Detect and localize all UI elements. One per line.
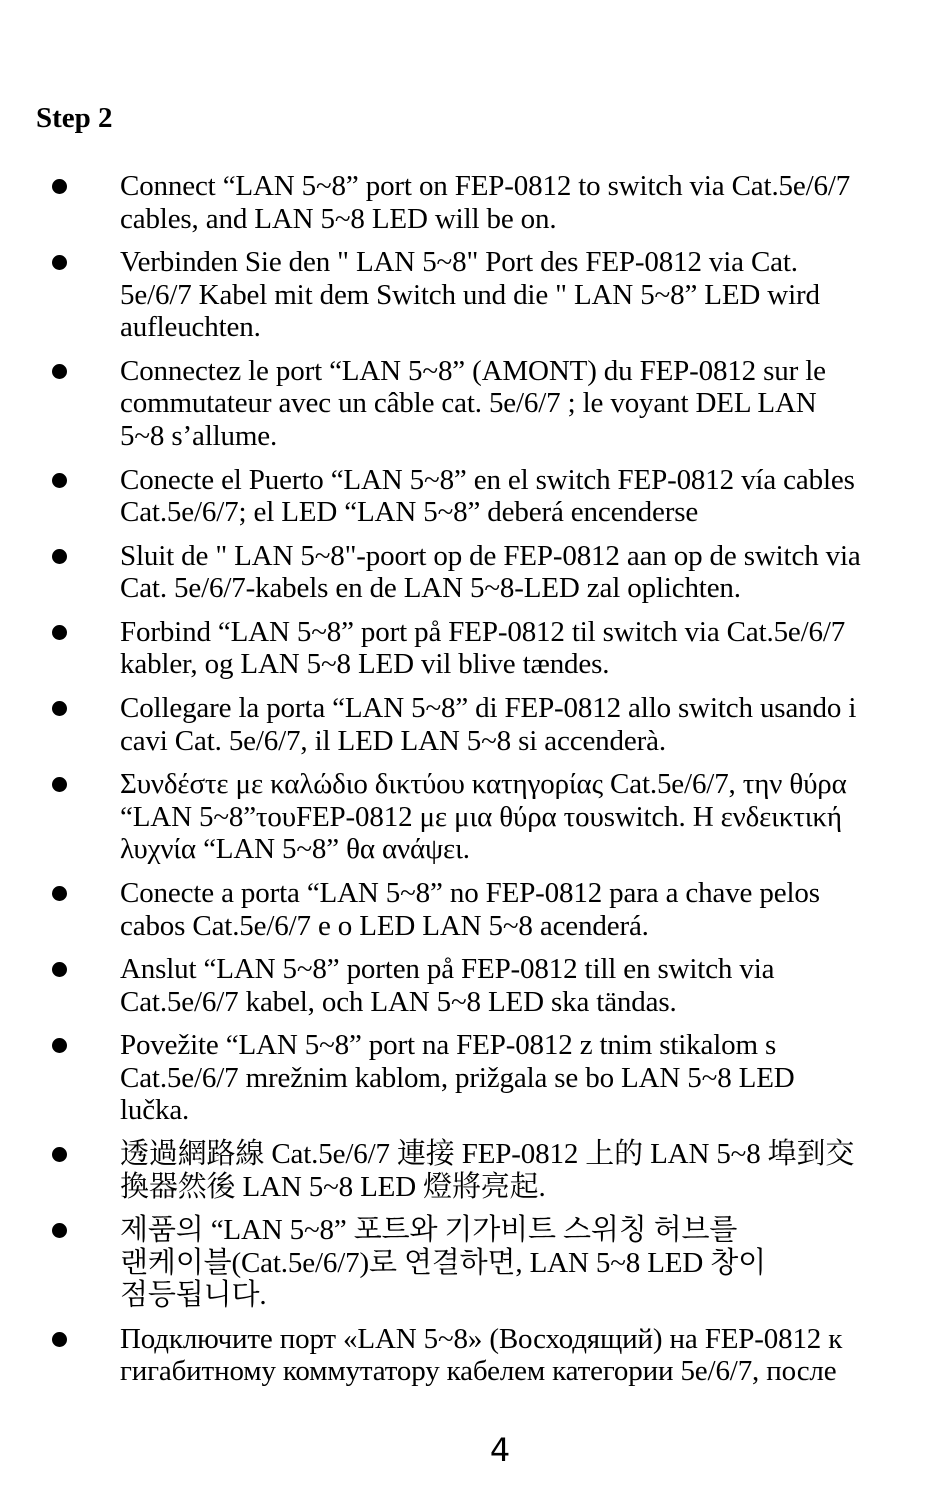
instruction-fr: Connectez le port “LAN 5~8” (AMONT) du FEP-0812 sur le commutateur avec un câble cat. 5e/6/7 ; le voyant DEL LAN 5~8 s’allume. (120, 354, 826, 452)
list-item (0, 953, 950, 1018)
instruction-sv: Anslut “LAN 5~8” porten på FEP-0812 till en switch via Cat.5e/6/7 kabel, och LAN 5~8 LED ska tändas. (120, 953, 775, 1018)
instruction-list (0, 170, 950, 1399)
list-item (0, 1138, 950, 1203)
list-item (0, 768, 950, 866)
bullet-icon (52, 701, 67, 716)
bullet-icon (52, 1038, 67, 1053)
instruction-da: Forbind “LAN 5~8” port på FEP-0812 til switch via Cat.5e/6/7 kabler, og LAN 5~8 LED vil blive tændes. (120, 615, 846, 681)
bullet-icon (52, 1223, 67, 1238)
instruction-sl: Povežite “LAN 5~8” port na FEP-0812 z tnim stikalom s Cat.5e/6/7 mrežnim kablom, prižgala se bo LAN 5~8 LED lučka. (120, 1029, 795, 1127)
list-item (0, 464, 950, 529)
bullet-icon (52, 255, 67, 270)
list-item (0, 616, 950, 681)
bullet-icon (52, 625, 67, 640)
instruction-nl: Sluit de " LAN 5~8"-poort op de FEP-0812 aan op de switch via Cat. 5e/6/7-kabels en de LAN 5~8-LED zal oplichten. (120, 539, 861, 605)
step-heading: Step 2 (36, 102, 113, 134)
bullet-icon (52, 962, 67, 977)
instruction-it: Collegare la porta “LAN 5~8” di FEP-0812 allo switch usando i cavi Cat. 5e/6/7, il LED LAN 5~8 si accenderà. (120, 692, 857, 757)
bullet-icon (52, 886, 67, 901)
instruction-de: Verbinden Sie den " LAN 5~8" Port des FEP-0812 via Cat. 5e/6/7 Kabel mit dem Switch und die " LAN 5~8” LED wird aufleuchten. (120, 246, 820, 344)
instruction-ru: Подключите порт «LAN 5~8» (Восходящий) на FEP-0812 к гигабитному коммутатору кабелем категории 5e/6/7, после (120, 1322, 843, 1388)
instruction-es: Conecte el Puerto “LAN 5~8” en el switch FEP-0812 vía cables Cat.5e/6/7; el LED “LAN 5~8” deberá encenderse (120, 463, 855, 529)
page-number: 4 (489, 1431, 511, 1469)
list-item (0, 540, 950, 605)
bullet-icon (52, 1332, 67, 1347)
list-item (0, 692, 950, 757)
instruction-ko: 제품의 “LAN 5~8” 포트와 기가비트 스위칭 허브를 랜케이블(Cat.5e/6/7)로 연결하면, LAN 5~8 LED 창이 점등됩니다. (120, 1214, 766, 1312)
list-item (0, 170, 950, 235)
list-item (0, 355, 950, 453)
list-item (0, 1323, 950, 1388)
list-item (0, 246, 950, 344)
bullet-icon (52, 473, 67, 488)
list-item (0, 877, 950, 942)
instruction-pt: Conecte a porta “LAN 5~8” no FEP-0812 para a chave pelos cabos Cat.5e/6/7 e o LED LAN 5~8 acenderá. (120, 877, 820, 942)
instruction-el: Συνδέστε με καλώδιο δικτύου κατηγορίας Cat.5e/6/7, την θύρα “LAN 5~8”τουFEP-0812 με μια θύρα τουswitch. Η ενδεικτική λυχνία “LAN 5~8” θα ανάψει. (120, 768, 847, 866)
bullet-icon (52, 777, 67, 792)
instruction-en: Connect “LAN 5~8” port on FEP-0812 to switch via Cat.5e/6/7 cables, and LAN 5~8 LED will be on. (120, 170, 851, 235)
list-item (0, 1029, 950, 1127)
bullet-icon (52, 364, 67, 379)
bullet-icon (52, 549, 67, 564)
bullet-icon (52, 1147, 67, 1162)
bullet-icon (52, 179, 67, 194)
list-item (0, 1214, 950, 1312)
instruction-zh: 透過網路線 Cat.5e/6/7 連接 FEP-0812 上的 LAN 5~8 埠到交 換器然後 LAN 5~8 LED 燈將亮起. (120, 1138, 855, 1203)
